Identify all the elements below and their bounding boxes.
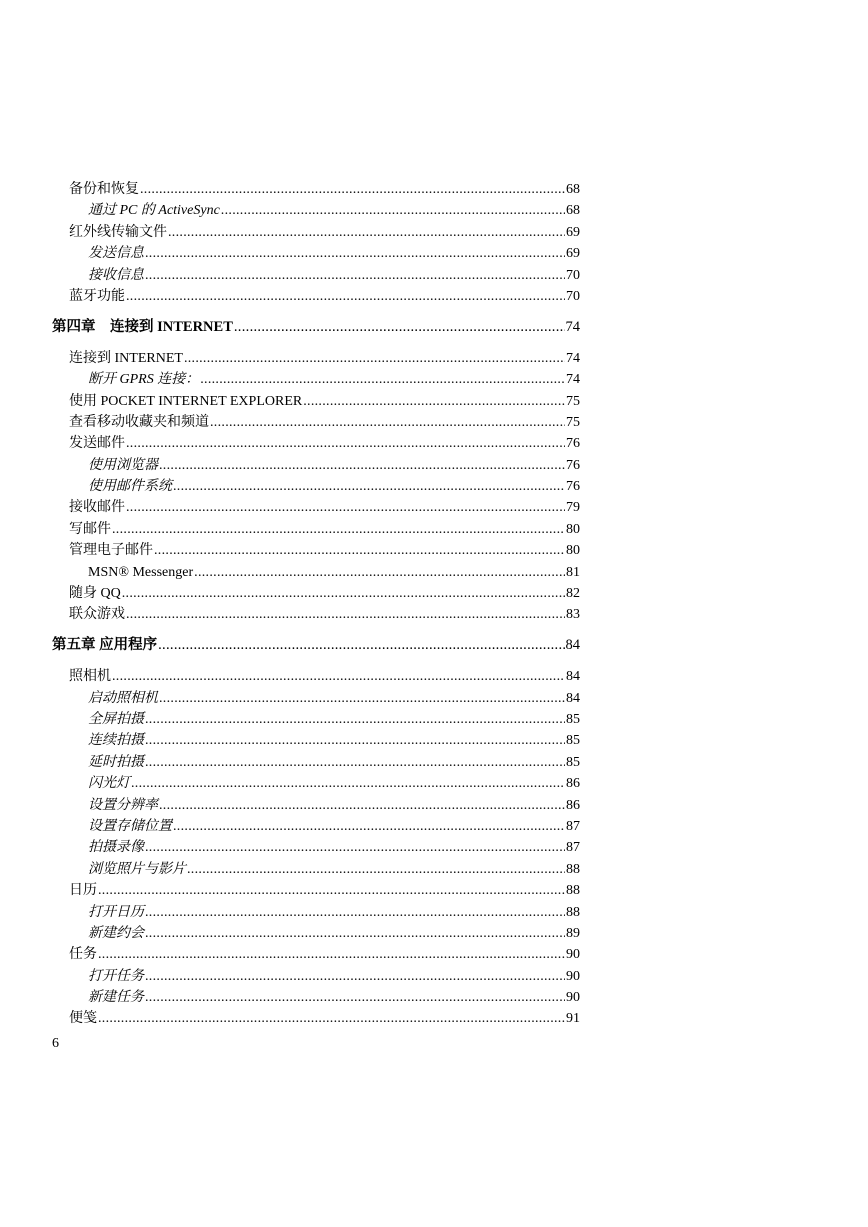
toc-entry-label: 发送信息 bbox=[88, 246, 144, 262]
dot-leader bbox=[98, 944, 565, 965]
toc-entry-label: 发送邮件 bbox=[69, 436, 125, 452]
dot-leader bbox=[194, 562, 565, 583]
toc-entry-page: 88 bbox=[566, 861, 580, 877]
dot-leader bbox=[187, 859, 565, 880]
dot-leader bbox=[145, 730, 565, 751]
dot-leader bbox=[145, 265, 565, 286]
toc-entry-label: 随身 QQ bbox=[69, 586, 121, 602]
dot-leader bbox=[145, 902, 565, 923]
toc-entry[interactable] bbox=[52, 243, 580, 264]
dot-leader bbox=[112, 666, 565, 687]
dot-leader bbox=[234, 317, 565, 338]
toc-entry-label: 第四章 连接到 INTERNET bbox=[52, 318, 233, 335]
toc-entry-page: 68 bbox=[566, 182, 580, 197]
toc-entry-page: 69 bbox=[566, 246, 580, 262]
toc-entry-page: 74 bbox=[565, 318, 580, 335]
toc-entry-label: 接收信息 bbox=[88, 267, 144, 283]
dot-leader bbox=[112, 519, 565, 540]
toc-entry-label: 使用浏览器 bbox=[88, 457, 158, 473]
toc-entry[interactable] bbox=[52, 709, 580, 730]
toc-entry-label: 全屏拍摄 bbox=[88, 711, 144, 727]
toc-entry-label: 闪光灯 bbox=[88, 776, 130, 792]
toc-entry[interactable] bbox=[52, 476, 580, 497]
toc-entry[interactable] bbox=[52, 222, 580, 243]
toc-entry-page: 81 bbox=[566, 564, 580, 580]
toc-entry[interactable] bbox=[52, 902, 580, 923]
toc-entry[interactable] bbox=[52, 497, 580, 518]
toc-entry[interactable] bbox=[52, 265, 580, 286]
toc-entry[interactable] bbox=[52, 200, 580, 221]
dot-leader bbox=[98, 1008, 565, 1029]
toc-entry[interactable] bbox=[52, 433, 580, 454]
dot-leader bbox=[131, 773, 565, 794]
toc-entry-label: 使用 POCKET INTERNET EXPLORER bbox=[69, 393, 303, 409]
page-number: 6 bbox=[52, 1036, 59, 1051]
toc-entry-page: 82 bbox=[566, 586, 580, 602]
dot-leader bbox=[145, 709, 565, 730]
toc-entry-page: 80 bbox=[566, 521, 580, 537]
toc-entry[interactable] bbox=[52, 987, 580, 1008]
toc-entry-page: 79 bbox=[566, 500, 580, 516]
toc-entry[interactable] bbox=[52, 455, 580, 476]
dot-leader bbox=[221, 200, 565, 221]
toc-entry-page: 85 bbox=[566, 754, 580, 770]
dot-leader bbox=[158, 635, 564, 656]
toc-entry-page: 76 bbox=[566, 457, 580, 473]
toc-entry[interactable] bbox=[52, 752, 580, 773]
dot-leader bbox=[184, 348, 565, 369]
toc-entry[interactable] bbox=[52, 1008, 580, 1029]
toc-entry-label: 设置分辨率 bbox=[88, 797, 158, 813]
toc-entry-page: 87 bbox=[566, 840, 580, 856]
toc-entry-page: 76 bbox=[566, 479, 580, 495]
dot-leader bbox=[145, 752, 565, 773]
dot-leader bbox=[145, 837, 565, 858]
toc-entry-label: 使用邮件系统 bbox=[88, 479, 172, 495]
toc-entry-label: 启动照相机 bbox=[88, 690, 158, 706]
toc-entry-page: 86 bbox=[566, 776, 580, 792]
toc-entry-page: 85 bbox=[566, 711, 580, 727]
toc-entry-page: 84 bbox=[566, 690, 580, 706]
toc-entry-page: 74 bbox=[566, 372, 580, 388]
toc-entry-page: 69 bbox=[566, 224, 580, 240]
toc-entry-label: 查看移动收藏夹和频道 bbox=[69, 414, 209, 430]
dot-leader bbox=[145, 243, 565, 264]
toc-entry-page: 70 bbox=[566, 267, 580, 283]
dot-leader bbox=[145, 966, 565, 987]
toc-entry-label: 联众游戏 bbox=[69, 607, 125, 623]
toc-entry[interactable] bbox=[52, 966, 580, 987]
dot-leader bbox=[140, 179, 565, 200]
toc-entry-label: 通过 PC 的 ActiveSync bbox=[88, 203, 220, 219]
toc-entry[interactable] bbox=[52, 859, 580, 880]
toc-entry-label: 便笺 bbox=[69, 1011, 97, 1027]
toc-entry-page: 68 bbox=[566, 203, 580, 219]
toc-entry-label: 新建约会 bbox=[88, 925, 144, 941]
toc-entry-label: 照相机 bbox=[69, 669, 111, 685]
toc-entry-label: 日历 bbox=[69, 883, 97, 899]
toc-entry-label: 蓝牙功能 bbox=[69, 288, 125, 304]
dot-leader bbox=[145, 923, 565, 944]
toc-entry-page: 90 bbox=[566, 968, 580, 984]
dot-leader bbox=[200, 369, 565, 390]
toc-entry-page: 90 bbox=[566, 947, 580, 963]
toc-entry-label: 延时拍摄 bbox=[88, 754, 144, 770]
dot-leader bbox=[173, 476, 565, 497]
toc-chapter-entry[interactable] bbox=[52, 317, 580, 338]
toc-entry[interactable] bbox=[52, 773, 580, 794]
toc-entry[interactable] bbox=[52, 944, 580, 965]
dot-leader bbox=[122, 583, 565, 604]
toc-entry[interactable] bbox=[52, 348, 580, 369]
toc-entry-label: 拍摄录像 bbox=[88, 840, 144, 856]
toc-entry-page: 76 bbox=[566, 436, 580, 452]
toc-entry-label: 备份和恢复 bbox=[69, 182, 139, 197]
toc-entry-label: 连接到 INTERNET bbox=[69, 350, 183, 366]
toc-entry-label: 打开日历 bbox=[88, 904, 144, 920]
toc-entry-label: 任务 bbox=[69, 947, 97, 963]
toc-entry-page: 86 bbox=[566, 797, 580, 813]
toc-entry-page: 83 bbox=[566, 607, 580, 623]
toc-entry-page: 80 bbox=[566, 543, 580, 559]
toc-entry-page: 74 bbox=[566, 350, 580, 366]
dot-leader bbox=[173, 816, 565, 837]
dot-leader bbox=[159, 795, 565, 816]
toc-entry[interactable] bbox=[52, 688, 580, 709]
toc-entry-label: 写邮件 bbox=[69, 521, 111, 537]
toc-entry[interactable] bbox=[52, 562, 580, 583]
dot-leader bbox=[145, 987, 565, 1008]
toc-entry[interactable] bbox=[52, 604, 580, 625]
dot-leader bbox=[210, 412, 565, 433]
toc-entry[interactable] bbox=[52, 540, 580, 561]
toc-entry-label: 管理电子邮件 bbox=[69, 543, 153, 559]
toc-entry-label: MSN® Messenger bbox=[88, 564, 194, 580]
toc-entry[interactable] bbox=[52, 795, 580, 816]
toc-entry-page: 91 bbox=[566, 1011, 580, 1027]
toc-entry-label: 浏览照片与影片 bbox=[88, 861, 186, 877]
dot-leader bbox=[303, 391, 565, 412]
toc-entry[interactable] bbox=[52, 816, 580, 837]
toc-entry-label: 红外线传输文件 bbox=[69, 224, 167, 240]
toc-entry-label: 新建任务 bbox=[88, 990, 144, 1006]
dot-leader bbox=[126, 433, 565, 454]
toc-entry-label: 设置存储位置 bbox=[88, 818, 172, 834]
toc-entry[interactable] bbox=[52, 837, 580, 858]
toc-entry[interactable] bbox=[52, 583, 580, 604]
toc-entry-page: 70 bbox=[566, 288, 580, 304]
toc-entry[interactable] bbox=[52, 369, 580, 390]
toc-entry-page: 85 bbox=[566, 733, 580, 749]
toc-entry-page: 75 bbox=[566, 393, 580, 409]
dot-leader bbox=[98, 880, 565, 901]
toc-entry-page: 89 bbox=[566, 925, 580, 941]
dot-leader bbox=[126, 497, 565, 518]
toc-entry[interactable] bbox=[52, 923, 580, 944]
dot-leader bbox=[159, 455, 565, 476]
toc-entry[interactable] bbox=[52, 666, 580, 687]
toc-entry-page: 87 bbox=[566, 818, 580, 834]
dot-leader bbox=[168, 222, 565, 243]
toc-entry-label: 接收邮件 bbox=[69, 500, 125, 516]
toc-entry-page: 75 bbox=[566, 414, 580, 430]
toc-entry-page: 84 bbox=[566, 669, 580, 685]
toc-entry-page: 88 bbox=[566, 883, 580, 899]
toc-entry-page: 84 bbox=[565, 637, 580, 654]
toc-entry-page: 88 bbox=[566, 904, 580, 920]
dot-leader bbox=[159, 688, 565, 709]
toc-entry-page: 90 bbox=[566, 990, 580, 1006]
toc-entry[interactable] bbox=[52, 391, 580, 412]
toc-entry[interactable] bbox=[52, 179, 580, 200]
toc-chapter-entry[interactable] bbox=[52, 635, 580, 656]
dot-leader bbox=[126, 604, 565, 625]
toc-entry-label: 断开 GPRS 连接： bbox=[88, 372, 200, 388]
toc-entry-label: 第五章 应用程序 bbox=[52, 637, 158, 654]
toc-entry-label: 打开任务 bbox=[88, 968, 144, 984]
toc-entry[interactable] bbox=[52, 730, 580, 751]
toc-entry[interactable] bbox=[52, 880, 580, 901]
table-of-contents bbox=[52, 179, 580, 1030]
toc-entry[interactable] bbox=[52, 519, 580, 540]
toc-entry[interactable] bbox=[52, 412, 580, 433]
dot-leader bbox=[154, 540, 565, 561]
dot-leader bbox=[126, 286, 565, 307]
toc-entry-label: 连续拍摄 bbox=[88, 733, 144, 749]
toc-entry[interactable] bbox=[52, 286, 580, 307]
